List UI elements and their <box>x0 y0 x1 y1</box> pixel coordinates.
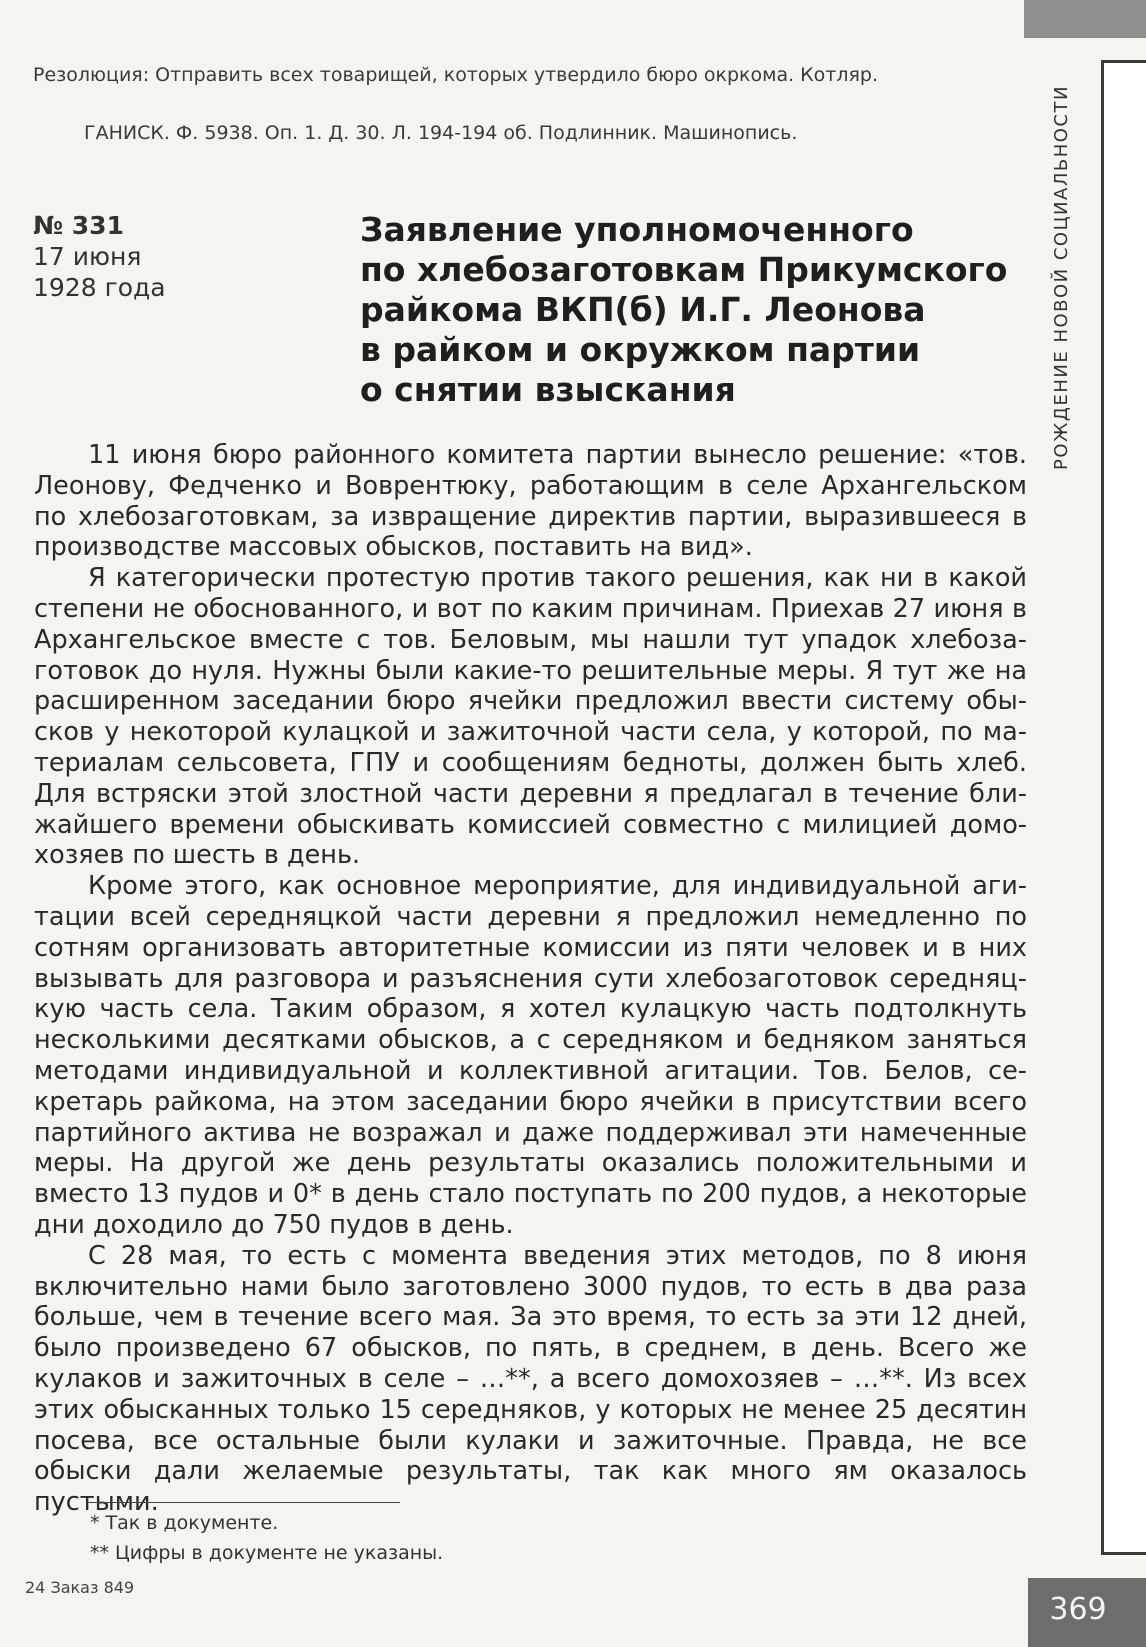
body-paragraph: Кроме этого, как основное мероприятие, для индивидуальной агитации всей середняцкой части деревни я предложил немедленно по сотням организовать авторитетные комиссии из пяти человек и в них вызывать для разговора и разъяснения сути хлебозаготовок середняцкую часть села. Таким образом, я хотел кулацкую часть подтолкнуть несколькими десятками обысков, а с середняком и бедняком заняться методами индивидуальной и коллективной агитации. Тов. Белов, секретарь райкома, на этом заседании бюро ячейки в присутствии всего партийного актива не возражал и даже поддерживал эти намеченные меры. На другой же день результаты оказались положительными и вместо 13 пудов и 0* в день стало поступать по 200 пудов, а некоторые дни доходило до 750 пудов в день. <box>34 871 1027 1240</box>
side-frame <box>1101 60 1146 1555</box>
title-line: о снятии взыскания <box>360 370 736 409</box>
footnote: * Так в документе. <box>90 1512 279 1534</box>
footnotes <box>90 1508 443 1568</box>
print-order-mark: 24 Заказ 849 <box>25 1578 135 1597</box>
body-paragraph: Я категорически протестую против такого решения, как ни в какой степени не обоснованного, и вот по каким причинам. Приехав 27 июня в Архангельское вместе с тов. Беловым, мы нашли тут упадок хлебозаготовок до нуля. Нужны были какие-то решительные меры. Я тут же на расширенном заседании бюро ячейки предложил ввести систему обысков у некоторой кулацкой и зажиточной части села, у которой, по материалам сельсовета, ГПУ и сообщениям бедноты, должен быть хлеб. Для встряски этой злостной части деревни я предлагал в течение ближайшего времени обыскивать комиссией совместно с милицией домохозяев по шесть в день. <box>34 563 1027 871</box>
document-number: № 331 <box>33 211 124 240</box>
body-paragraph: С 28 мая, то есть с момента введения этих методов, по 8 июня включительно нами было заготовлено 3000 пудов, то есть в два раза больше, чем в течение всего мая. За это время, то есть за эти 12 дней, было произведено 67 обысков, по пять, в среднем, в день. Всего же кулаков и зажиточных в селе – …**, а всего домохозяев – …**. Из всех этих обысканных только 15 середняков, у которых не менее 25 десятин посева, все остальные были кулаки и зажиточные. Правда, не все обыски дали желаемые результаты, так как много ям оказалось пустыми. <box>34 1240 1027 1518</box>
page-number: 369 <box>1049 1592 1107 1627</box>
archive-reference: ГАНИСК. Ф. 5938. Оп. 1. Д. 30. Л. 194-194 об. Подлинник. Машинопись. <box>84 122 798 144</box>
title-line: по хлебозаготовкам Прикумского <box>360 250 1008 289</box>
document-title <box>360 210 1025 410</box>
document-body <box>34 440 1027 1518</box>
document-date-day: 17 июня <box>33 242 142 271</box>
document-date-year: 1928 года <box>33 273 166 302</box>
top-tab-decoration <box>1024 0 1146 38</box>
title-line: райкома ВКП(б) И.Г. Леонова <box>360 290 926 329</box>
document-meta <box>33 210 166 303</box>
title-line: Заявление уполномоченного <box>360 210 914 249</box>
resolution-line: Резолюция: Отправить всех товарищей, которых утвердило бюро окркома. Котляр. <box>33 64 879 86</box>
footnote-divider <box>88 1502 400 1503</box>
body-paragraph: 11 июня бюро районного комитета партии вынесло решение: «тов. Леонову, Федченко и Воврентюку, работающим в селе Архангельском по хлебозаготовкам, за извращение директив партии, выразившееся в производстве массовых обысков, поставить на вид». <box>34 440 1027 563</box>
title-line: в райком и окружком партии <box>360 330 921 369</box>
footnote: ** Цифры в документе не указаны. <box>90 1542 444 1564</box>
running-head-title: РОЖДЕНИЕ НОВОЙ СОЦИАЛЬНОСТИ <box>1051 85 1072 470</box>
